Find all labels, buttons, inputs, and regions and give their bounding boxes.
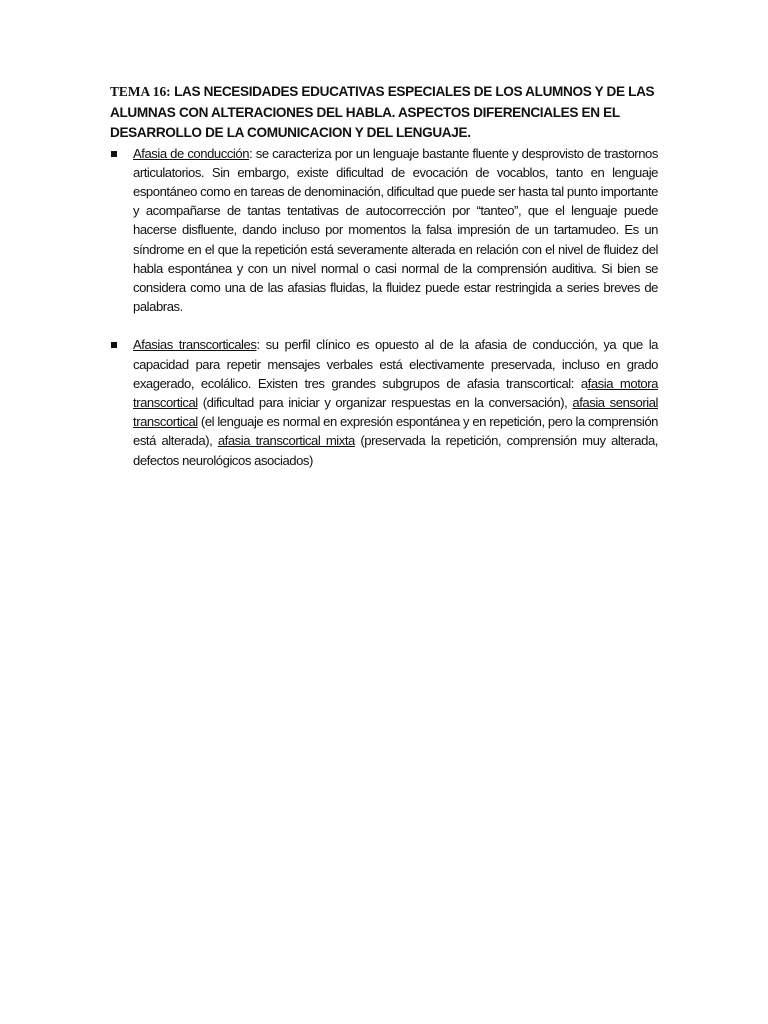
document-body	[110, 82, 658, 470]
term-afasia-de-conduccion: Afasia de conducción	[133, 145, 250, 161]
page-title	[110, 82, 658, 144]
list-item	[110, 335, 658, 469]
tema-label: TEMA 16:	[110, 84, 171, 99]
item-text: (preservada la repetición, comprensión muy alterada, defectos neurológicos asociados)	[133, 433, 658, 468]
bullet-list	[110, 144, 658, 470]
term-afasia-motora-transcortical: fasia motora transcortical	[133, 375, 658, 410]
item-text: (dificultad para iniciar y organizar respuestas en la conversación),	[197, 394, 573, 410]
square-bullet-icon	[111, 342, 117, 348]
item-text: : su perfil clínico es opuesto al de la afasia de conducción, ya que la capacidad para repetir mensajes verbales está electivamente preservada, incluso en grado exagerado, ecolálico. Existen tres grandes subgrupos de afasia transcortical: a	[133, 337, 658, 391]
term-afasia-sensorial-transcortical: afasia sensorial transcortical	[133, 394, 658, 430]
list-item	[110, 144, 658, 317]
item-text: (el lenguaje es normal en expresión espontánea y en repetición, pero la comprensión está alterada),	[133, 414, 658, 449]
title-text: LAS NECESIDADES EDUCATIVAS ESPECIALES DE LOS ALUMNOS Y DE LAS ALUMNAS CON ALTERACIONES DEL HABLA. ASPECTOS DIFERENCIALES EN EL DESARROLLO DE LA COMUNICACION Y DEL LENGUAJE.	[110, 84, 655, 140]
item-text: : se caracteriza por un lenguaje bastante fluente y desprovisto de trastornos articulatorios. Sin embargo, existe dificultad de evocación de vocablos, tanto en lenguaje espontáneo como en tareas de denominación, dificultad que puede ser hasta tal punto importante y acompañarse de tantas tentativas de autocorrección por “tanteo”, que el lenguaje puede hacerse disfluente, dando incluso por momentos la falsa impresión de un tartamudeo. Es un síndrome en el que la repetición está severamente alterada en relación con el nivel de fluidez del habla espontánea y con un nivel normal o casi normal de la comprensión auditiva. Si bien se considera como una de las afasias fluidas, la fluidez puede estar restringida a series breves de palabras.	[133, 145, 658, 315]
square-bullet-icon	[111, 151, 117, 157]
term-afasias-transcorticales: Afasias transcorticales	[133, 337, 257, 353]
term-afasia-transcortical-mixta: afasia transcortical mixta	[217, 433, 355, 449]
